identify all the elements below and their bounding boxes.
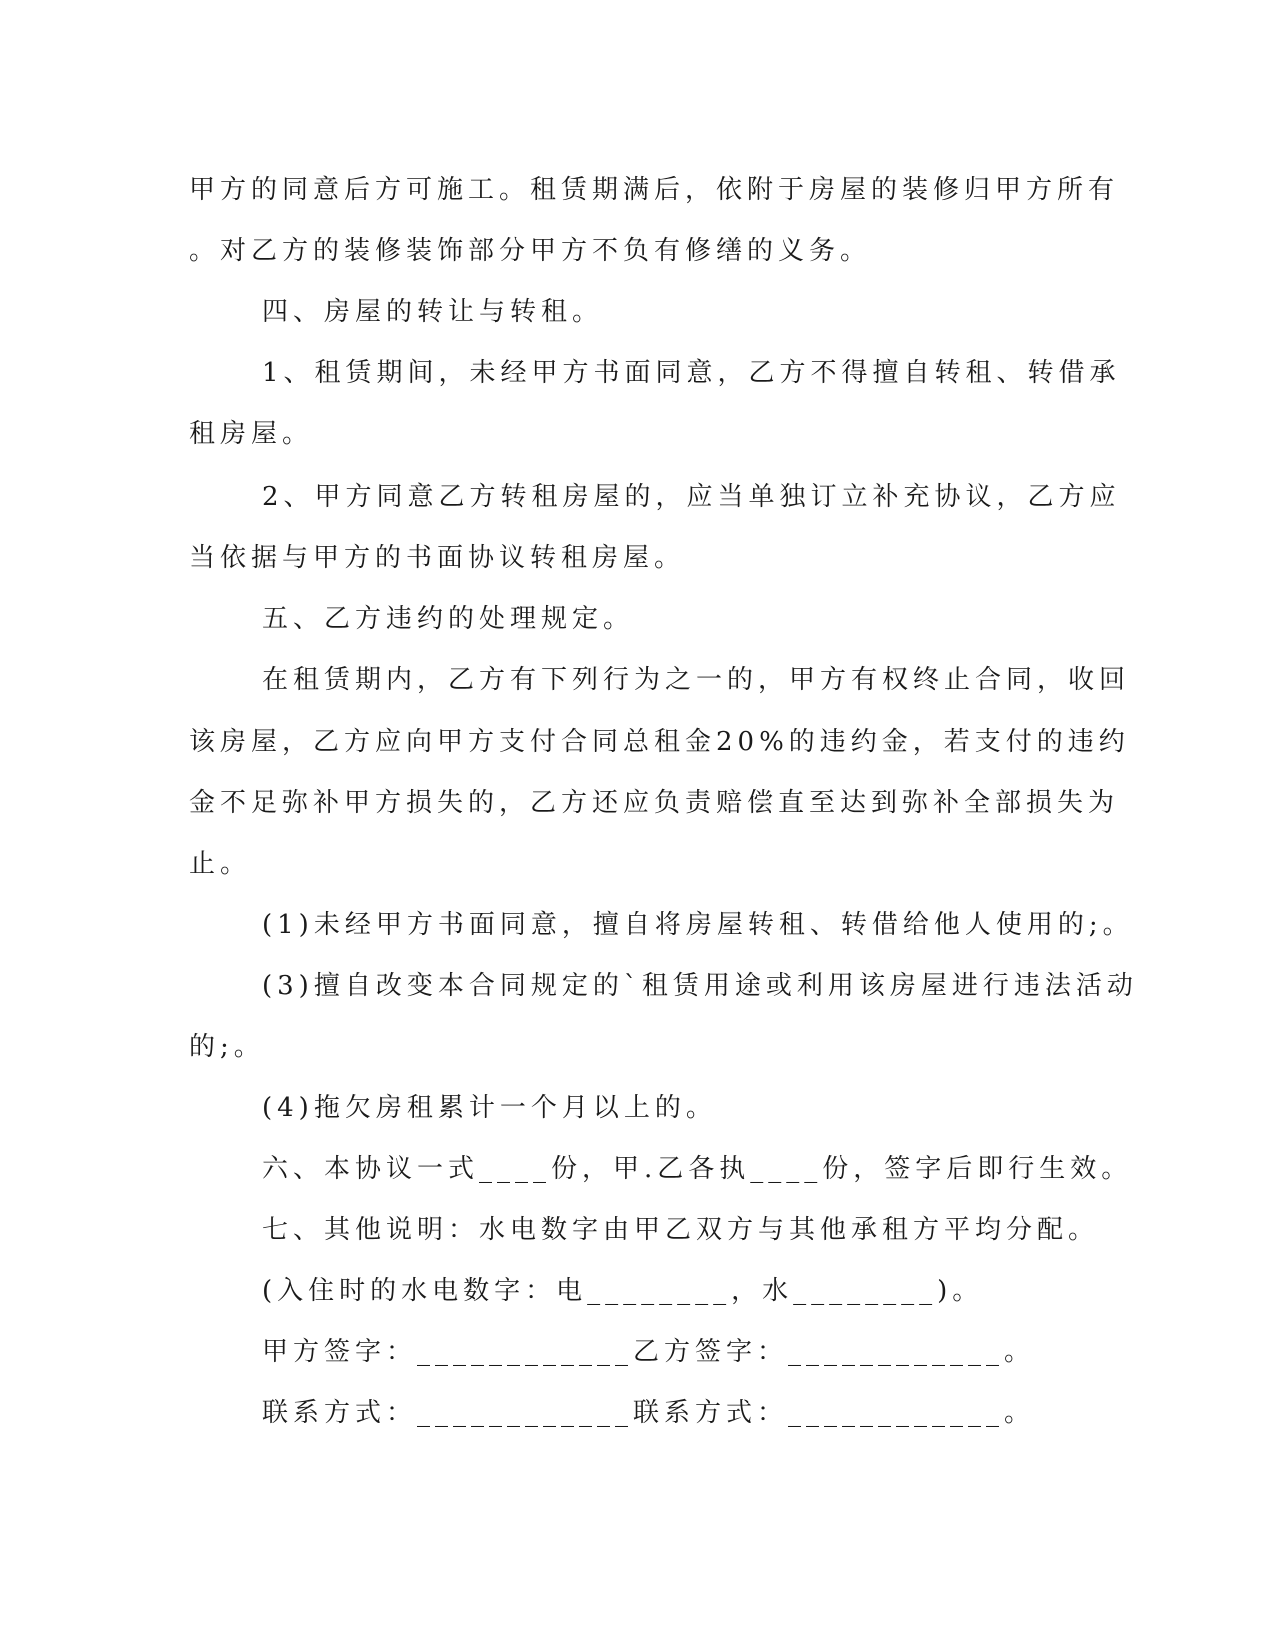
text-line: 2、甲方同意乙方转租房屋的，应当单独订立补充协议，乙方应 <box>262 482 1121 512</box>
section-heading: 五、乙方违约的处理规定。 <box>262 604 635 634</box>
text-line: 止。 <box>189 849 252 879</box>
text-line: 。对乙方的装修装饰部分甲方不负有修缮的义务。 <box>189 236 872 266</box>
utility-reading-line: (入住时的水电数字：电________，水________)。 <box>262 1276 984 1306</box>
text-line: 1、租赁期间，未经甲方书面同意，乙方不得擅自转租、转借承 <box>262 358 1121 388</box>
contact-line: 联系方式：____________联系方式：____________。 <box>262 1398 1036 1428</box>
text-line: 在租赁期内，乙方有下列行为之一的，甲方有权终止合同，收回 <box>262 665 1131 695</box>
list-item: (3)擅自改变本合同规定的`租赁用途或利用该房屋进行违法活动 <box>262 971 1138 1001</box>
text-line: 该房屋，乙方应向甲方支付合同总租金20%的违约金，若支付的违约 <box>189 727 1130 757</box>
signature-line: 甲方签字：____________乙方签字：____________。 <box>262 1337 1036 1367</box>
list-item: (1)未经甲方书面同意，擅自将房屋转租、转借给他人使用的;。 <box>262 910 1134 940</box>
text-line: 租房屋。 <box>189 419 314 449</box>
section-heading: 六、本协议一式____份，甲.乙各执____份，签字后即行生效。 <box>262 1154 1133 1184</box>
text-line: 金不足弥补甲方损失的，乙方还应负责赔偿直至达到弥补全部损失为 <box>189 788 1120 818</box>
section-heading: 四、房屋的转让与转租。 <box>262 297 604 327</box>
text-line: 当依据与甲方的书面协议转租房屋。 <box>189 543 686 573</box>
text-line: 的;。 <box>189 1032 265 1062</box>
list-item: (4)拖欠房租累计一个月以上的。 <box>262 1093 717 1123</box>
text-line: 甲方的同意后方可施工。租赁期满后，依附于房屋的装修归甲方所有 <box>189 175 1120 205</box>
section-heading: 七、其他说明：水电数字由甲乙双方与其他承租方平均分配。 <box>262 1215 1100 1245</box>
